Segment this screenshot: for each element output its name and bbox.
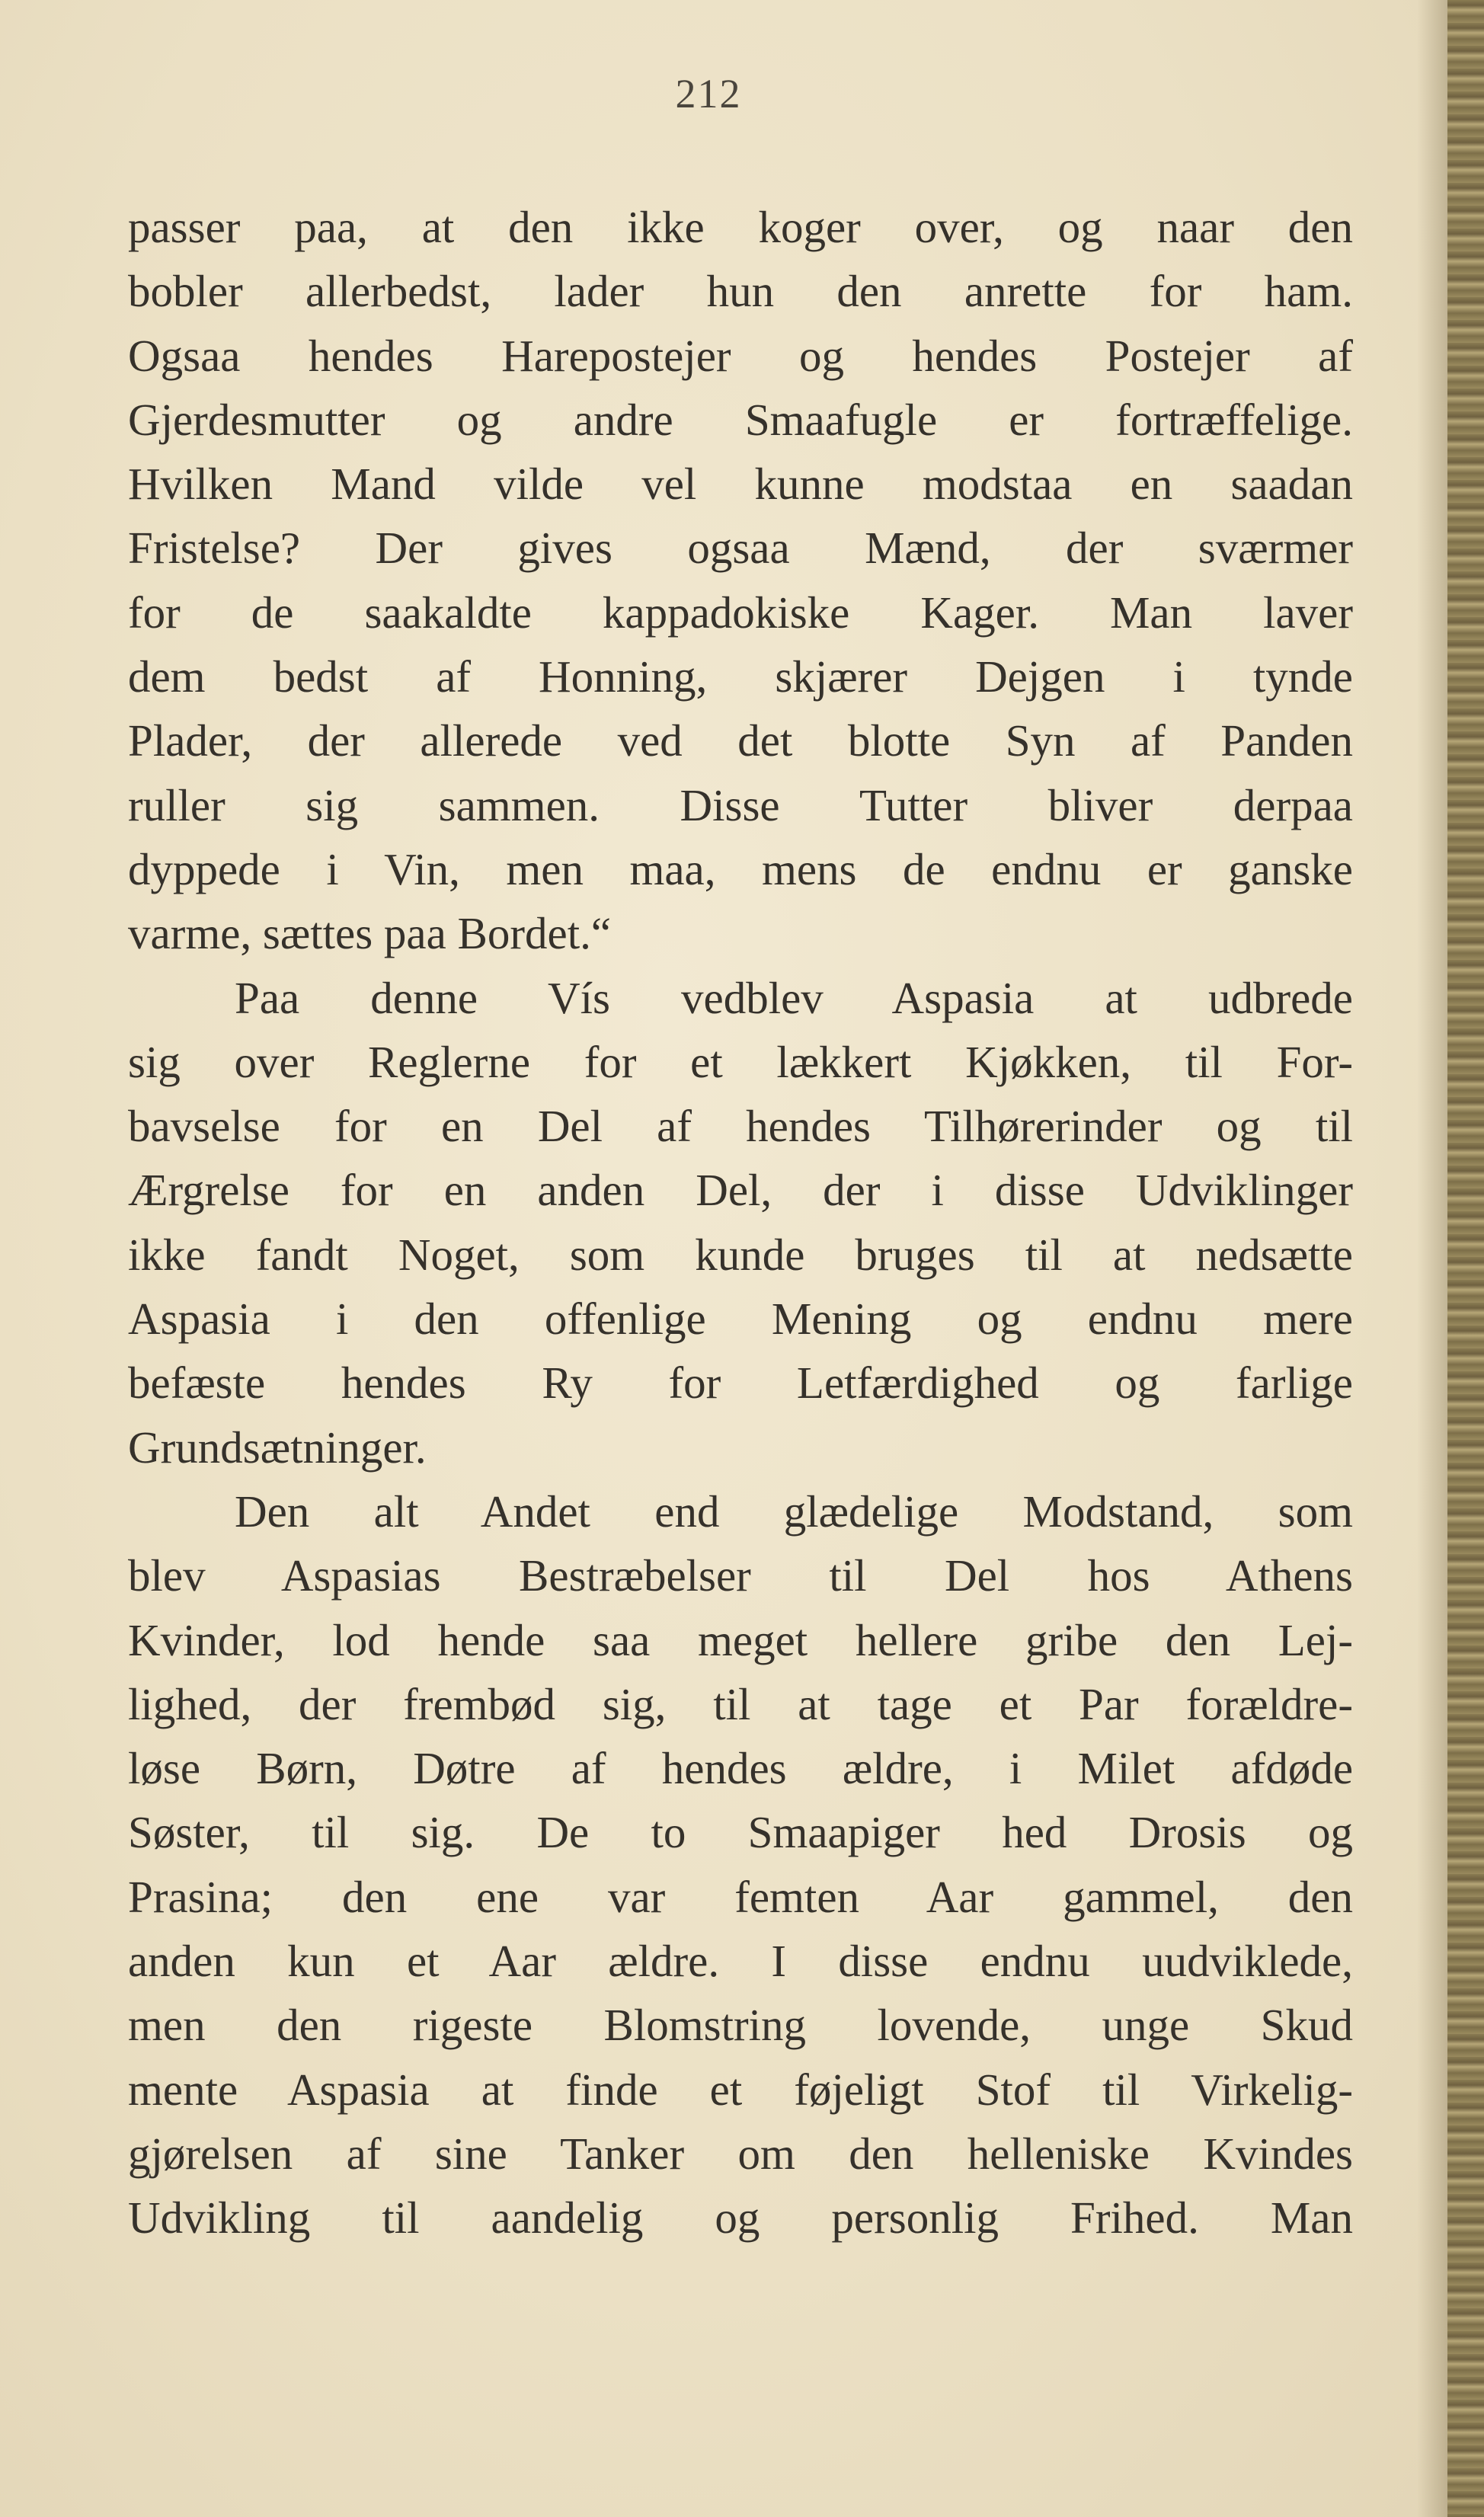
text-line: gjørelsen af sine Tanker om den helleniske Kvindes — [128, 2128, 1353, 2179]
text-line: Søster, til sig. De to Smaapiger hed Drosis og — [128, 1807, 1353, 1858]
text-line: sig over Reglerne for et lækkert Kjøkken, til For- — [128, 1036, 1353, 1087]
text-line: lighed, der frembød sig, til at tage et Par forældre- — [128, 1678, 1353, 1729]
text-line: Grundsætninger. — [128, 1422, 427, 1473]
text-line: men den rigeste Blomstring lovende, unge Skud — [128, 2000, 1353, 2051]
text-line: Gjerdesmutter og andre Smaafugle er fortræffelige. — [128, 394, 1353, 445]
page-number: 212 — [675, 71, 742, 117]
text-line: ikke fandt Noget, som kunde bruges til at nedsætte — [128, 1229, 1353, 1280]
text-line: Kvinder, lod hende saa meget hellere gribe den Lej- — [128, 1614, 1353, 1665]
text-line: dem bedst af Honning, skjærer Dejgen i tynde — [128, 651, 1353, 702]
text-line: Prasina; den ene var femten Aar gammel, den — [128, 1871, 1353, 1922]
text-line: bobler allerbedst, lader hun den anrette for ham. — [128, 266, 1353, 317]
text-line: varme, sættes paa Bordet.“ — [128, 908, 612, 959]
text-line: mente Aspasia at finde et føjeligt Stof til Virkelig- — [128, 2064, 1353, 2115]
text-line: blev Aspasias Bestræbelser til Del hos Athens — [128, 1550, 1353, 1601]
text-line: Ærgrelse for en anden Del, der i disse Udviklinger — [128, 1165, 1353, 1216]
text-line: passer paa, at den ikke koger over, og naar den — [128, 202, 1353, 252]
text-line: for de saakaldte kappadokiske Kager. Man laver — [128, 587, 1353, 638]
text-line: Ogsaa hendes Harepostejer og hendes Postejer af — [128, 330, 1353, 381]
text-line: Den alt Andet end glædelige Modstand, som — [235, 1486, 1353, 1537]
text-line: løse Børn, Døtre af hendes ældre, i Milet afdøde — [128, 1743, 1353, 1794]
text-line: dyppede i Vin, men maa, mens de endnu er ganske — [128, 843, 1353, 894]
text-line: anden kun et Aar ældre. I disse endnu uudviklede, — [128, 1936, 1353, 1987]
text-line: befæste hendes Ry for Letfærdighed og farlige — [128, 1358, 1353, 1409]
text-line: ruller sig sammen. Disse Tutter bliver derpaa — [128, 779, 1353, 830]
page-edge-shadow — [1417, 0, 1447, 2517]
text-line: Plader, der allerede ved det blotte Syn af Panden — [128, 715, 1353, 766]
body-text — [128, 195, 1353, 2250]
text-line: Hvilken Mand vilde vel kunne modstaa en saadan — [128, 459, 1353, 510]
text-line: Aspasia i den offenlige Mening og endnu mere — [128, 1294, 1353, 1345]
text-line: Udvikling til aandelig og personlig Frihed. Man — [128, 2192, 1353, 2244]
text-line: Paa denne Vís vedblev Aspasia at udbrede — [235, 972, 1353, 1023]
text-line: Fristelse? Der gives ogsaa Mænd, der sværmer — [128, 523, 1353, 574]
book-edge — [1447, 0, 1484, 2517]
text-line: bavselse for en Del af hendes Tilhørerinder og til — [128, 1101, 1353, 1152]
